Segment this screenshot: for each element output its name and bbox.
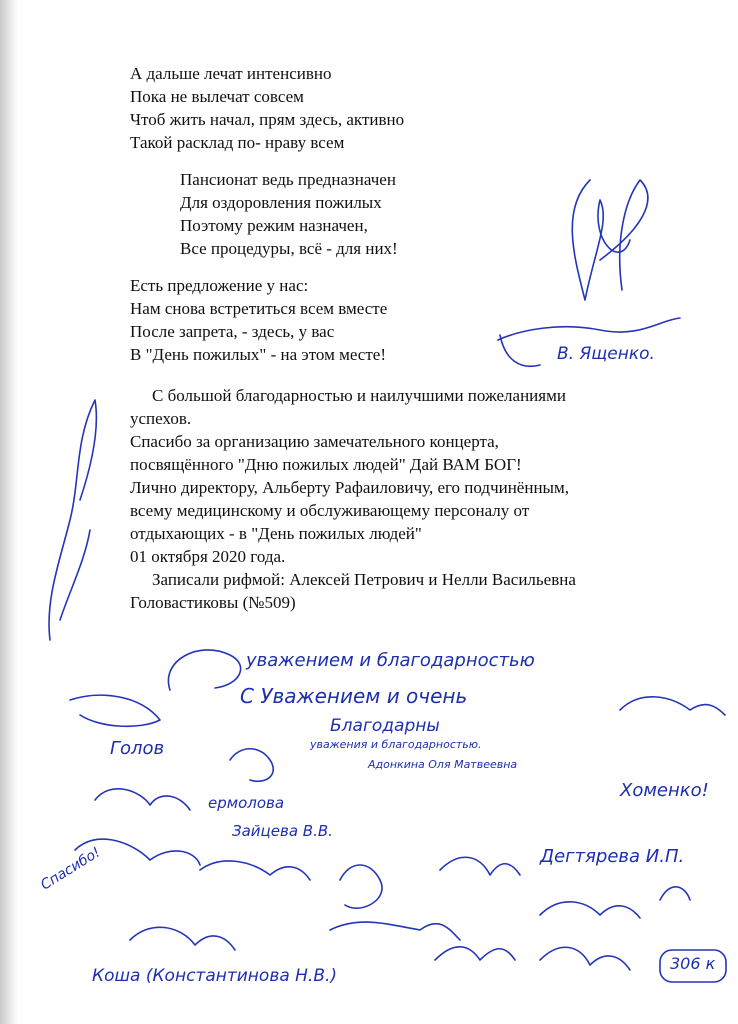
signature-mark (440, 857, 520, 875)
signature-mark (230, 749, 273, 782)
handwritten-degtyareva: Дегтярева И.П. (540, 846, 685, 867)
handwritten-spasibo: Спасибо! (38, 844, 104, 894)
poem-line: Чтоб жить начал, прям здесь, активно (130, 110, 405, 129)
signature-mark (70, 695, 160, 726)
signature-mark (498, 318, 680, 340)
letter-line: Лично директору, Альберту Рафаиловичу, его подчинённым, (130, 478, 569, 497)
poem-line: Поэтому режим назначен, (180, 216, 368, 235)
signature-mark (130, 927, 235, 950)
poem-line: Нам снова встретиться всем вместе (130, 299, 388, 318)
poem-line: Пансионат ведь предназначен (180, 170, 396, 189)
signature-mark (600, 180, 648, 290)
poem-line: Есть предложение у нас: (130, 276, 309, 295)
handwritten-khomenko: Хоменко! (620, 780, 709, 801)
letter-line: успехов. (130, 409, 192, 428)
handwritten-uvazheniem: уважением и благодарностью (246, 650, 535, 671)
handwritten-s-uvazheniem: С Уважением и очень (240, 684, 468, 708)
poem-line: Все процедуры, всё - для них! (180, 239, 398, 258)
letter-line: посвящённого "Дню пожилых людей" Дай ВАМ БОГ! (130, 455, 522, 474)
letter-line: всему медицинскому и обслуживающему персоналу от (130, 501, 530, 520)
letter-line: Записали рифмой: Алексей Петрович и Нелли Васильевна (152, 570, 576, 589)
handwritten-room-number: 306 к (670, 954, 716, 973)
handwritten-yermolova: ермолова (208, 794, 285, 812)
signature-mark (49, 400, 96, 640)
signature-mark (500, 335, 540, 366)
signature-mark (95, 789, 190, 810)
signature-mark (620, 697, 725, 715)
poem-line: После запрета, - здесь, у вас (130, 322, 335, 341)
signature-mark (435, 947, 515, 960)
letter-line: 01 октября 2020 года. (130, 547, 286, 566)
letter-line: отдыхающих - в "День пожилых людей" (130, 524, 422, 543)
letter-line: Спасибо за организацию замечательного концерта, (130, 432, 499, 451)
signature-mark (340, 865, 382, 908)
signature-mark (540, 902, 640, 918)
signature-mark (200, 861, 310, 880)
handwritten-uvazheniya-small: уважения и благодарностью. (310, 738, 482, 751)
letter-line: С большой благодарностью и наилучшими пожеланиями (152, 386, 566, 405)
handwritten-adonkina: Адонкина Оля Матвеевна (368, 758, 518, 771)
handwritten-zaitseva: Зайцева В.В. (232, 822, 333, 840)
poem-line: Пока не вылечат совсем (130, 87, 304, 106)
handwritten-blagodarny: Благодарны (330, 716, 440, 736)
signature-mark (330, 922, 460, 940)
handwritten-golov: Голов (110, 738, 165, 759)
poem-line: А дальше лечат интенсивно (130, 64, 332, 83)
poem-line: Для оздоровления пожилых (180, 193, 382, 212)
signature-mark (660, 887, 690, 900)
signature-mark (168, 650, 240, 690)
poem-line: Такой расклад по- нраву всем (130, 133, 345, 152)
handwritten-kosha: Коша (Константинова Н.В.) (92, 966, 338, 986)
handwritten-yashchenko: В. Ященко. (557, 344, 655, 364)
signature-mark (540, 947, 630, 970)
letter-line: Головастиковы (№509) (130, 593, 296, 612)
poem-line: В "День пожилых" - на этом месте! (130, 345, 386, 364)
